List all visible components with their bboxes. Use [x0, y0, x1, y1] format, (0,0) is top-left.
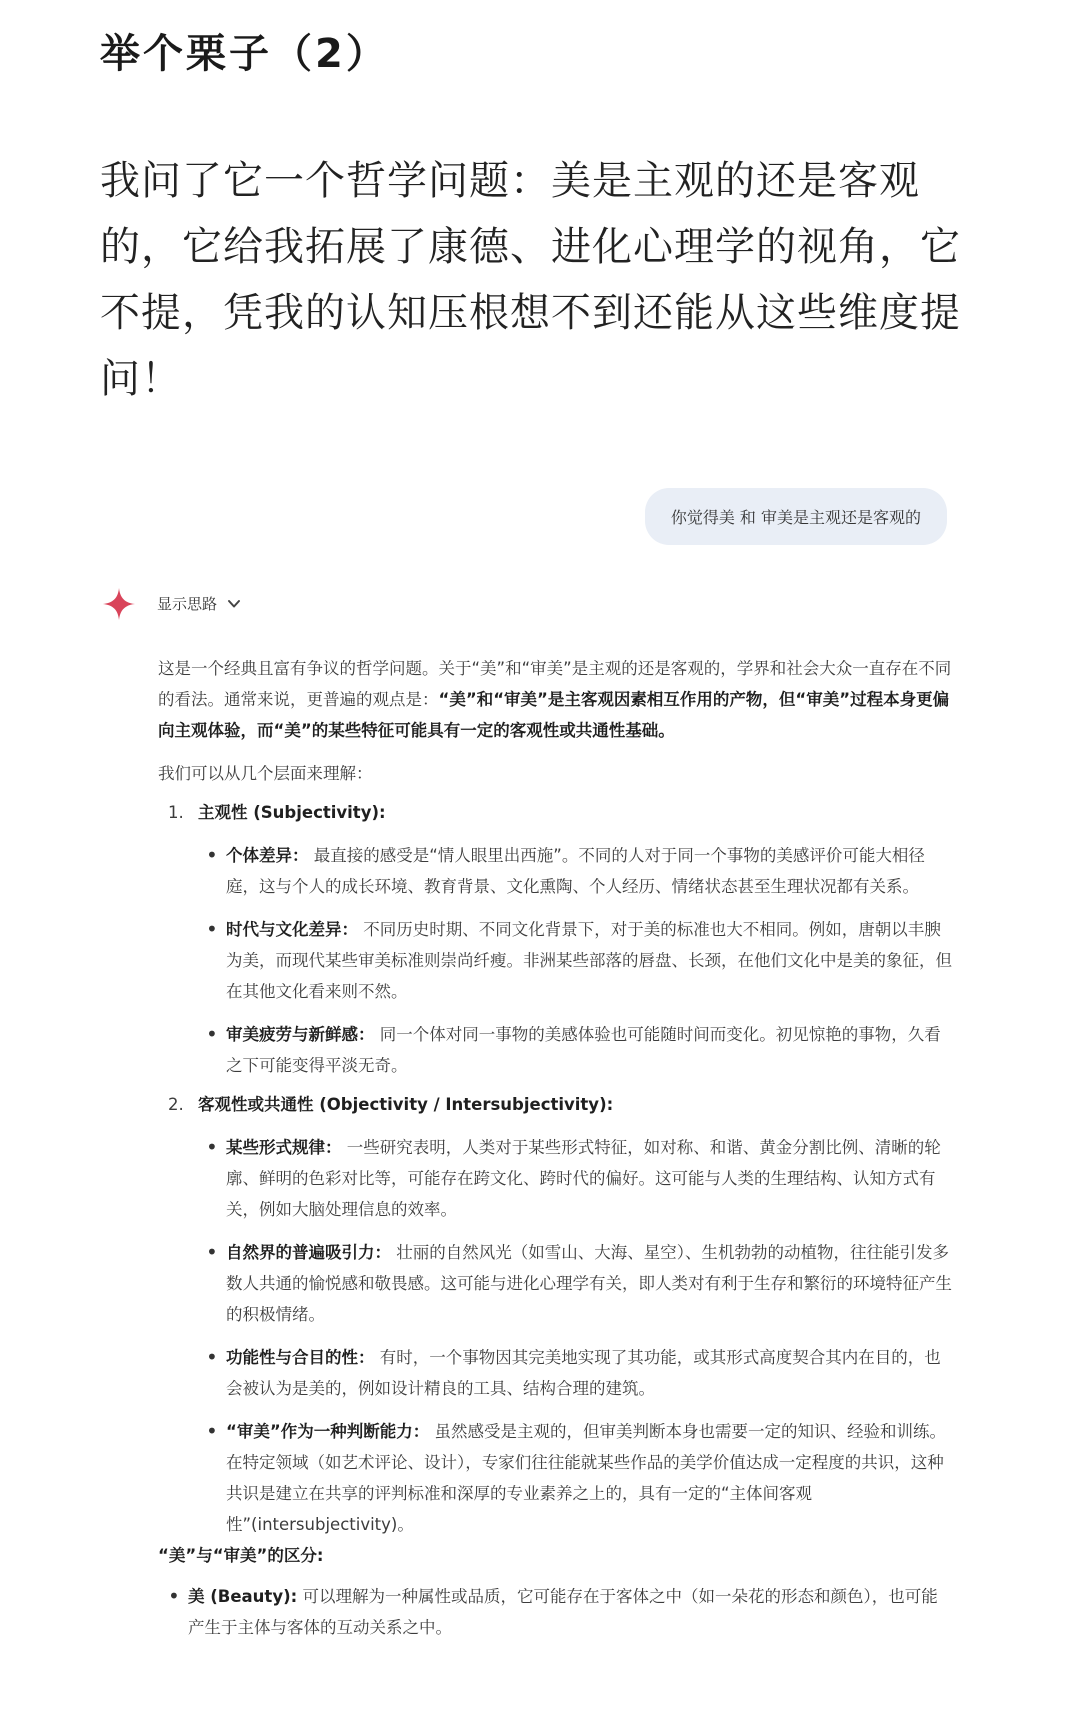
post-body: 我问了它一个哲学问题：美是主观的还是客观的，它给我拓展了康德、进化心理学的视角，它不提，凭我的认知压根想不到还能从这些维度提问！	[100, 158, 961, 402]
answer-section-1	[158, 797, 953, 1081]
list-item: • 审美疲劳与新鲜感： 同一个体对同一事物的美感体验也可能随时间而变化。初见惊艳的事物，久看之下可能变得平淡无奇。	[206, 1019, 953, 1081]
list-item: • 美 (Beauty): 可以理解为一种属性或品质，它可能存在于客体之中（如一朵花的形态和颜色），也可能产生于主体与客体的互动关系之中。	[168, 1581, 953, 1643]
user-message-bubble: 你觉得美 和 审美是主观还是客观的	[645, 488, 947, 545]
answer-section-2	[158, 1089, 953, 1540]
distinction-heading: “美”与“审美”的区分:	[158, 1546, 324, 1565]
model-answer	[158, 653, 953, 1643]
list-item: • 个体差异： 最直接的感受是“情人眼里出西施”。不同的人对于同一个事物的美感评价可能大相径庭，这与个人的成长环境、教育背景、文化熏陶、个人经历、情绪状态甚至生理状况都有关系。	[206, 840, 953, 902]
answer-layers-lead: 我们可以从几个层面来理解：	[158, 764, 373, 783]
list-item: • 时代与文化差异： 不同历史时期、不同文化背景下，对于美的标准也大不相同。例如，唐朝以丰腴为美，而现代某些审美标准则崇尚纤瘦。非洲某些部落的唇盘、长颈，在他们文化中是美的象征，但在其他文化看来则不然。	[206, 914, 953, 1007]
list-item: • 功能性与合目的性： 有时，一个事物因其完美地实现了其功能，或其形式高度契合其内在目的，也会被认为是美的，例如设计精良的工具、结构合理的建筑。	[206, 1342, 953, 1404]
gemini-sparkle-icon	[102, 587, 136, 621]
list-item: • 自然界的普遍吸引力： 壮丽的自然风光（如雪山、大海、星空）、生机勃勃的动植物，往往能引发多数人共通的愉悦感和敬畏感。这可能与进化心理学有关，即人类对有利于生存和繁衍的环境特征产生的积极情绪。	[206, 1237, 953, 1330]
chevron-down-icon	[227, 597, 241, 611]
section-number: 1.	[168, 803, 184, 822]
show-thoughts-label: 显示思路	[157, 595, 218, 613]
answer-intro: 这是一个经典且富有争议的哲学问题。关于“美”和“审美”是主观的还是客观的，学界和社会大众一直存在不同的看法。通常来说，更普遍的观点是：“美”和“审美”是主客观因素相互作用的产物，但“审美”过程本身更偏向主观体验，而“美”的某些特征可能具有一定的客观性或共通性基础。	[158, 659, 952, 740]
post-title: 举个栗子（2）	[100, 31, 389, 77]
section-heading: 客观性或共通性 (Objectivity / Intersubjectivity):	[198, 1095, 614, 1114]
section-heading: 主观性 (Subjectivity):	[198, 803, 386, 822]
show-thoughts-toggle[interactable]	[157, 593, 241, 614]
section-number: 2.	[168, 1095, 184, 1114]
list-item: • 某些形式规律： 一些研究表明，人类对于某些形式特征，如对称、和谐、黄金分割比例、清晰的轮廓、鲜明的色彩对比等，可能存在跨文化、跨时代的偏好。这可能与人类的生理结构、认知方式有关，例如大脑处理信息的效率。	[206, 1132, 953, 1225]
list-item: • “审美”作为一种判断能力： 虽然感受是主观的，但审美判断本身也需要一定的知识、经验和训练。在特定领域（如艺术评论、设计），专家们往往能就某些作品的美学价值达成一定程度的共识，这种共识是建立在共享的评判标准和深厚的专业素养之上的，具有一定的“主体间客观性”(intersubjectivity)。	[206, 1416, 953, 1540]
